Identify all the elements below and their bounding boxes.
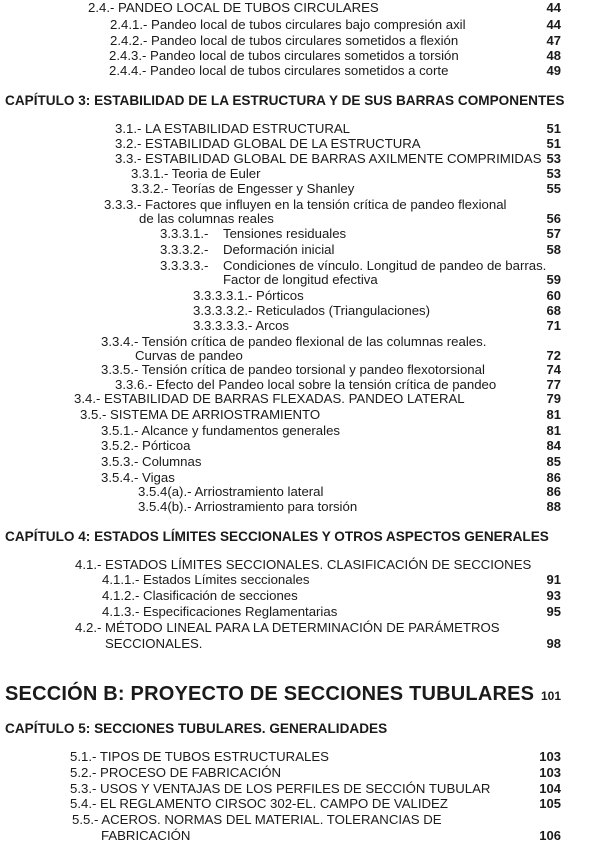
page-number: 91 xyxy=(546,572,561,587)
toc-entry: 5.1.- TIPOS DE TUBOS ESTRUCTURALES xyxy=(70,749,329,764)
toc-entry-continuation: FABRICACIÓN xyxy=(101,828,191,843)
page-number: 60 xyxy=(546,288,561,303)
toc-entry: 4.2.- MÉTODO LINEAL PARA LA DETERMINACIÓN DE PARÁMETROS xyxy=(75,620,500,635)
toc-entry: 5.4.- EL REGLAMENTO CIRSOC 302-EL. CAMPO DE VALIDEZ xyxy=(70,796,448,811)
toc-entry: 4.1.3.- Especificaciones Reglamentarias xyxy=(102,604,338,619)
page-number: 44 xyxy=(546,0,561,15)
toc-entry: 3.5.- SISTEMA DE ARRIOSTRAMIENTO xyxy=(80,407,321,422)
toc-entry: 3.3.3.3.2.- Reticulados (Triangulaciones) xyxy=(193,303,431,318)
page-number: 55 xyxy=(546,181,561,196)
page-number: 72 xyxy=(546,348,561,363)
page-number: 71 xyxy=(546,318,561,333)
toc-entry: 3.3.2.- Teorías de Engesser y Shanley xyxy=(131,181,355,196)
page-number: 103 xyxy=(539,749,561,764)
toc-entry: 3.5.4.- Vigas xyxy=(101,470,175,485)
toc-entry: 5.3.- USOS Y VENTAJAS DE LOS PERFILES DE SECCIÓN TUBULAR xyxy=(70,781,491,796)
page-number: 57 xyxy=(546,226,561,241)
page-number: 59 xyxy=(546,272,561,287)
page-number: 86 xyxy=(546,484,561,499)
toc-entry: 4.1.1.- Estados Límites seccionales xyxy=(102,572,310,587)
toc-entry: 3.3.6.- Efecto del Pandeo local sobre la tensión crítica de pandeo xyxy=(115,377,497,392)
toc-entry: 3.3.4.- Tensión crítica de pandeo flexional de las columnas reales. xyxy=(101,334,487,349)
page-number: 105 xyxy=(539,796,561,811)
page-number: 48 xyxy=(546,48,561,63)
toc-entry: 3.3.3.3.3.- Arcos xyxy=(193,318,290,333)
page-number: 58 xyxy=(546,242,561,257)
toc-entry: 4.1.- ESTADOS LÍMITES SECCIONALES. CLASIFICACIÓN DE SECCIONES xyxy=(75,557,532,572)
toc-entry: 2.4.3.- Pandeo local de tubos circulares sometidos a torsión xyxy=(109,48,459,63)
toc-entry: 5.5.- ACEROS. NORMAS DEL MATERIAL. TOLERANCIAS DE xyxy=(72,812,442,827)
toc-entry: 3.4.- ESTABILIDAD DE BARRAS FLEXADAS. PANDEO LATERAL xyxy=(74,391,465,406)
toc-entry xyxy=(160,242,334,258)
page-number: 104 xyxy=(539,781,561,796)
page-number: 53 xyxy=(546,166,561,181)
toc-entry: 3.2.- ESTABILIDAD GLOBAL DE LA ESTRUCTURA xyxy=(115,136,421,151)
section-b-heading: SECCIÓN B: PROYECTO DE SECCIONES TUBULARES xyxy=(5,683,535,705)
entry-number: 3.3.3.2.- xyxy=(160,242,209,257)
toc-entry: 3.1.- LA ESTABILIDAD ESTRUCTURAL xyxy=(115,121,350,136)
toc-entry: 3.5.4(b).- Arriostramiento para torsión xyxy=(138,499,358,514)
entry-number: 3.3.3.1.- xyxy=(160,226,209,241)
page-number: 81 xyxy=(546,407,561,422)
page-number: 93 xyxy=(546,588,561,603)
toc-entry: 3.3.5.- Tensión crítica de pandeo torsional y pandeo flexotorsional xyxy=(101,362,485,377)
page-number: 68 xyxy=(546,303,561,318)
toc-entry: 4.1.2.- Clasificación de secciones xyxy=(102,588,298,603)
page-number: 49 xyxy=(546,63,561,78)
toc-entry: 2.4.- PANDEO LOCAL DE TUBOS CIRCULARES xyxy=(88,0,379,15)
toc-entry-continuation: SECCIONALES. xyxy=(105,636,203,651)
entry-title: Condiciones de vínculo. Longitud de pandeo de barras. xyxy=(223,258,547,273)
page-number: 79 xyxy=(546,391,561,406)
page-number: 47 xyxy=(546,33,561,48)
page-number: 84 xyxy=(546,438,561,453)
page-number: 88 xyxy=(546,499,561,514)
toc-entry: 3.3.1.- Teoria de Euler xyxy=(131,166,261,181)
page-number: 86 xyxy=(546,470,561,485)
entry-title: Tensiones residuales xyxy=(223,226,347,241)
toc-entry: 5.2.- PROCESO DE FABRICACIÓN xyxy=(70,765,282,780)
toc-entry xyxy=(160,226,346,242)
toc-entry-continuation: de las columnas reales xyxy=(139,211,274,226)
toc-entry-continuation: Curvas de pandeo xyxy=(135,348,243,363)
page-number: 101 xyxy=(540,689,561,703)
entry-title: Deformación inicial xyxy=(223,242,335,257)
toc-entry: 2.4.1.- Pandeo local de tubos circulares bajo compresión axil xyxy=(110,17,466,32)
page-number: 85 xyxy=(546,454,561,469)
page-number: 81 xyxy=(546,423,561,438)
page-number: 77 xyxy=(546,377,561,392)
chapter-5-heading: CAPÍTULO 5: SECCIONES TUBULARES. GENERALIDADES xyxy=(5,721,388,736)
page-number: 95 xyxy=(546,604,561,619)
page-number: 56 xyxy=(546,211,561,226)
page-number: 51 xyxy=(546,121,561,136)
page-number: 53 xyxy=(546,151,561,166)
toc-entry: 3.5.2.- Pórticoa xyxy=(101,438,191,453)
page-number: 44 xyxy=(546,17,561,32)
page-number: 74 xyxy=(546,362,561,377)
chapter-4-heading: CAPÍTULO 4: ESTADOS LÍMITES SECCIONALES Y OTROS ASPECTOS GENERALES xyxy=(5,529,549,544)
toc-entry: 2.4.4.- Pandeo local de tubos circulares sometidos a corte xyxy=(109,63,449,78)
toc-entry: 3.3.3.- Factores que influyen en la tensión crítica de pandeo flexional xyxy=(104,197,507,212)
page-number: 98 xyxy=(546,636,561,651)
page-number: 103 xyxy=(539,765,561,780)
toc-entry: 3.3.- ESTABILIDAD GLOBAL DE BARRAS AXILMENTE COMPRIMIDAS xyxy=(115,151,542,166)
toc-entry-continuation: Factor de longitud efectiva xyxy=(223,272,378,287)
toc-entry: 3.5.1.- Alcance y fundamentos generales xyxy=(101,423,340,438)
toc-entry: 3.5.4(a).- Arriostramiento lateral xyxy=(138,484,324,499)
page-number: 51 xyxy=(546,136,561,151)
chapter-3-heading: CAPÍTULO 3: ESTABILIDAD DE LA ESTRUCTURA Y DE SUS BARRAS COMPONENTES xyxy=(5,93,565,108)
page-number: 106 xyxy=(539,828,561,843)
toc-entry: 2.4.2.- Pandeo local de tubos circulares sometidos a flexión xyxy=(110,33,459,48)
toc-entry: 3.3.3.3.1.- Pórticos xyxy=(193,288,304,303)
toc-entry: 3.5.3.- Columnas xyxy=(101,454,202,469)
entry-number: 3.3.3.3.- xyxy=(160,258,209,273)
